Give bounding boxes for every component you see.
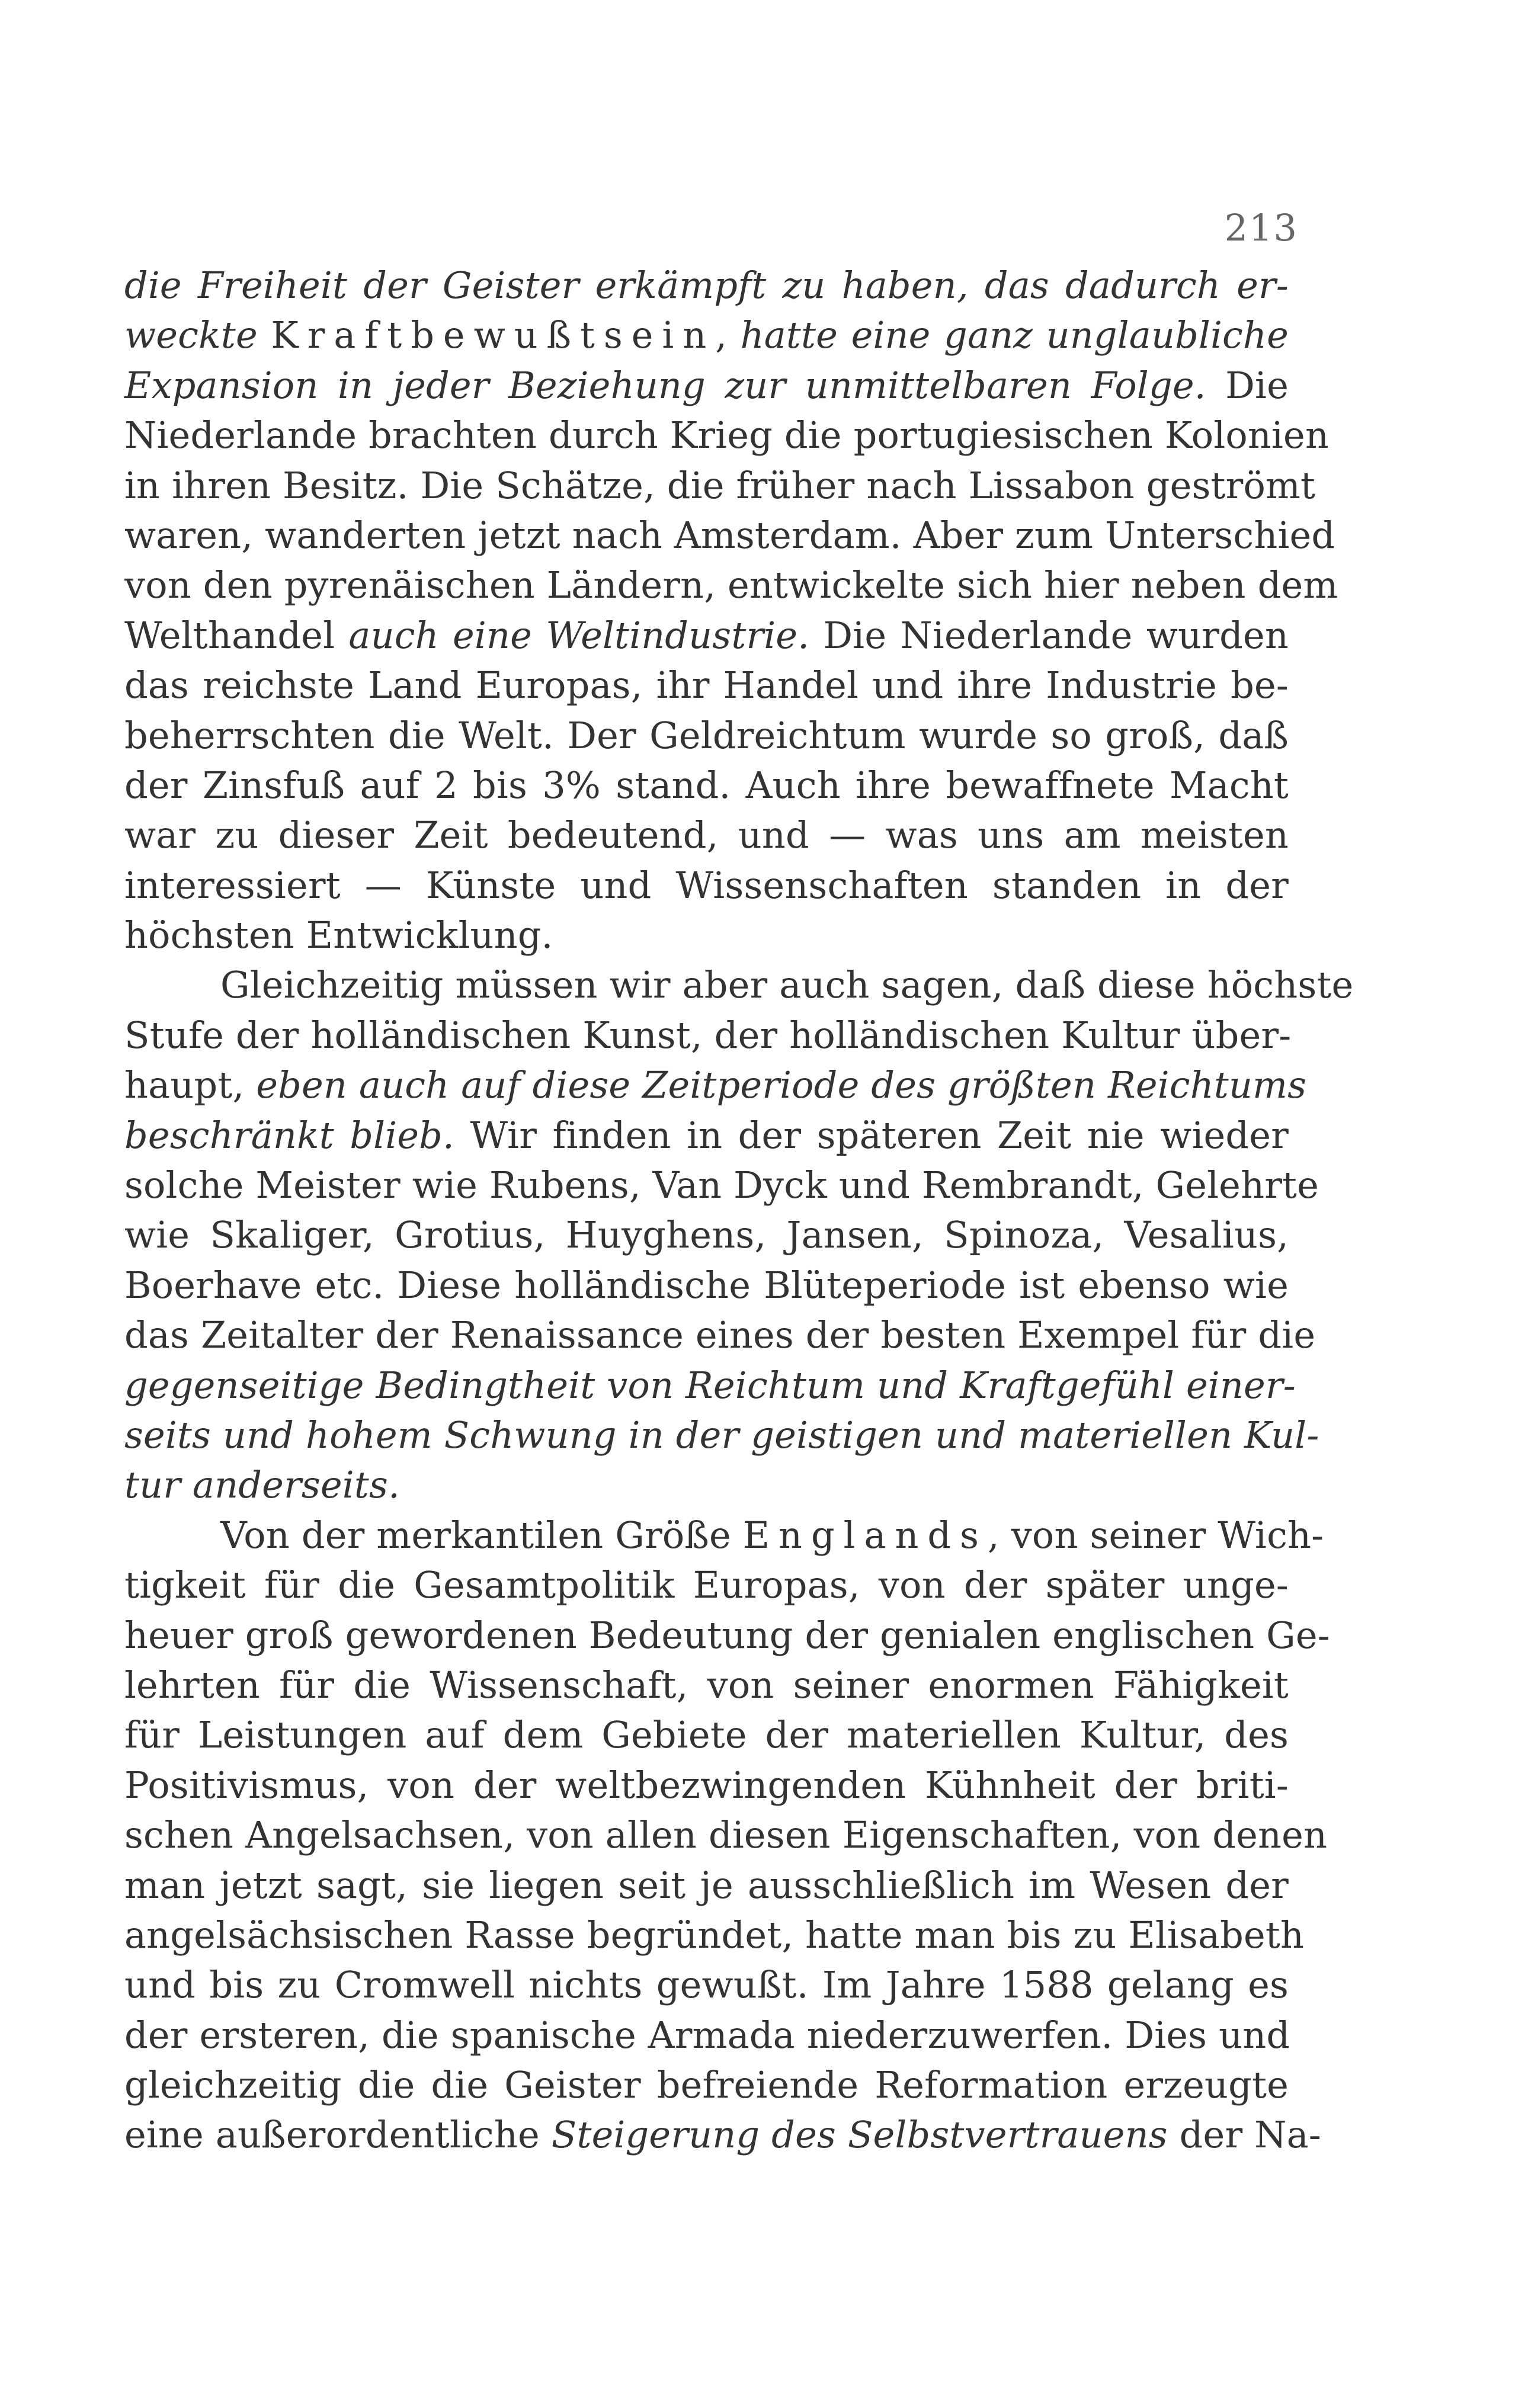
text-segment: Kraftbewußtsein: [271, 313, 716, 357]
text-segment: seits und hohem Schwung in der geistigen und materiellen Kul-: [124, 1413, 1319, 1457]
text-segment: und bis zu Cromwell nichts gewußt. Im Jahre 1588 gelang es: [124, 1963, 1289, 2007]
text-segment: das Zeitalter der Renaissance eines der besten Exempel für die: [124, 1313, 1316, 1357]
text-line: [124, 1361, 1296, 1410]
text-line: [124, 1710, 1289, 1760]
text-line: [124, 611, 1289, 660]
text-line: [124, 1261, 1289, 1310]
text-segment: Englands: [742, 1513, 988, 1557]
text-segment: für Leistungen auf dem Gebiete der materiellen Kultur, des: [124, 1713, 1289, 1757]
text-line: [124, 1060, 1307, 1110]
text-segment: beherrschten die Welt. Der Geldreichtum wurde so groß, daß: [124, 713, 1289, 757]
text-segment: auch eine Weltindustrie.: [348, 613, 810, 657]
text-line: [124, 2060, 1289, 2110]
text-segment: in ihren Besitz. Die Schätze, die früher nach Lissabon geströmt: [124, 463, 1316, 507]
text-segment: ,: [715, 313, 741, 357]
text-line: [124, 1611, 1330, 1660]
text-segment: solche Meister wie Rubens, Van Dyck und Rembrandt, Gelehrte: [124, 1163, 1319, 1207]
text-segment: Stufe der holländischen Kunst, der holländischen Kultur über-: [124, 1013, 1292, 1057]
text-segment: von den pyrenäischen Ländern, entwickelte sich hier neben dem: [124, 563, 1338, 607]
text-line: [124, 2110, 1321, 2160]
text-line: [124, 810, 1289, 860]
text-segment: Boerhave etc. Diese holländische Blüteperiode ist ebenso wie: [124, 1263, 1289, 1307]
text-line: [124, 411, 1330, 460]
text-line: [124, 361, 1289, 411]
text-segment: Positivismus, von der weltbezwingenden Kühnheit der briti-: [124, 1763, 1289, 1807]
text-line: [124, 1210, 1289, 1260]
text-segment: gleichzeitig die die Geister befreiende Reformation erzeugte: [124, 2063, 1289, 2107]
text-line: [124, 310, 1289, 360]
text-segment: höchsten Entwicklung.: [124, 913, 553, 957]
text-segment: waren, wanderten jetzt nach Amsterdam. Aber zum Unterschied: [124, 513, 1335, 557]
text-segment: beschränkt blieb.: [124, 1113, 454, 1157]
text-segment: der Zinsfuß auf 2 bis 3% stand. Auch ihre bewaffnete Macht: [124, 763, 1289, 807]
text-segment: Niederlande brachten durch Krieg die portugiesischen Kolonien: [124, 413, 1330, 457]
text-line: [124, 1160, 1319, 1210]
text-segment: angelsächsischen Rasse begründet, hatte man bis zu Elisabeth: [124, 1913, 1305, 1957]
text-segment: tigkeit für die Gesamtpolitik Europas, von der später unge-: [124, 1563, 1289, 1607]
text-line: [124, 761, 1289, 810]
text-segment: heuer groß gewordenen Bedeutung der genialen englischen Ge-: [124, 1613, 1330, 1657]
text-segment: haupt,: [124, 1063, 257, 1107]
text-segment: , von seiner Wich-: [987, 1513, 1324, 1557]
text-line: [124, 1960, 1289, 2010]
text-line: [124, 1460, 1289, 1510]
text-segment: tur anderseits.: [124, 1463, 400, 1507]
text-segment: Die: [1206, 363, 1289, 407]
text-segment: Steigerung des Selbstvertrauens: [551, 2113, 1168, 2157]
text-segment: Expansion in jeder Beziehung zur unmittelbaren Folge.: [124, 363, 1206, 407]
text-segment: war zu dieser Zeit bedeutend, und — was uns am meisten: [124, 813, 1289, 857]
text-segment: Welthandel: [124, 613, 349, 657]
text-line: [124, 960, 1354, 1010]
text-line: [124, 1560, 1289, 1610]
text-segment: der ersteren, die spanische Armada niederzuwerfen. Dies und: [124, 2013, 1290, 2057]
text-segment: eine außerordentliche: [124, 2113, 552, 2157]
text-line: [124, 1910, 1305, 1960]
text-segment: Von der merkantilen Größe: [220, 1513, 743, 1557]
body-text: [124, 261, 1354, 2160]
text-line: [124, 560, 1338, 610]
text-segment: weckte: [124, 313, 271, 357]
paragraph: [124, 261, 1338, 960]
text-line: [124, 910, 1289, 960]
paragraph: [124, 960, 1354, 1510]
text-segment: Die Niederlande wurden: [809, 613, 1289, 657]
text-segment: schen Angelsachsen, von allen diesen Eigenschaften, von denen: [124, 1813, 1328, 1857]
text-segment: hatte eine ganz unglaubliche: [740, 313, 1289, 357]
text-segment: interessiert — Künste und Wissenschaften standen in der: [124, 863, 1289, 907]
text-segment: der Na-: [1167, 2113, 1321, 2157]
text-line: [124, 1761, 1289, 1810]
text-line: [124, 511, 1335, 560]
page-number: 213: [1224, 206, 1298, 249]
text-segment: das reichste Land Europas, ihr Handel und ihre Industrie be-: [124, 663, 1289, 707]
text-line: [124, 711, 1289, 761]
text-line: [124, 2011, 1289, 2060]
text-line: [124, 1861, 1289, 1910]
text-line: [124, 461, 1316, 511]
text-line: [124, 1511, 1324, 1560]
text-segment: eben auch auf diese Zeitperiode des größten Reichtums: [256, 1063, 1307, 1107]
text-line: [124, 861, 1289, 910]
text-line: [124, 1111, 1289, 1160]
text-segment: man jetzt sagt, sie liegen seit je ausschließlich im Wesen der: [124, 1863, 1289, 1907]
text-line: [124, 1410, 1319, 1460]
text-segment: gegenseitige Bedingtheit von Reichtum und Kraftgefühl einer-: [124, 1363, 1296, 1407]
text-segment: die Freiheit der Geister erkämpft zu haben, das dadurch er-: [124, 264, 1289, 307]
text-segment: lehrten für die Wissenschaft, von seiner enormen Fähigkeit: [124, 1663, 1289, 1707]
text-segment: Wir finden in der späteren Zeit nie wieder: [454, 1113, 1289, 1157]
paragraph: [124, 1511, 1330, 2160]
text-line: [124, 1810, 1328, 1860]
text-line: [124, 261, 1289, 310]
text-segment: Gleichzeitig müssen wir aber auch sagen, daß diese höchste: [220, 963, 1354, 1007]
text-line: [124, 1011, 1292, 1060]
text-line: [124, 1310, 1316, 1360]
text-line: [124, 1660, 1289, 1710]
text-segment: wie Skaliger, Grotius, Huyghens, Jansen, Spinoza, Vesalius,: [124, 1213, 1289, 1257]
text-line: [124, 660, 1289, 710]
